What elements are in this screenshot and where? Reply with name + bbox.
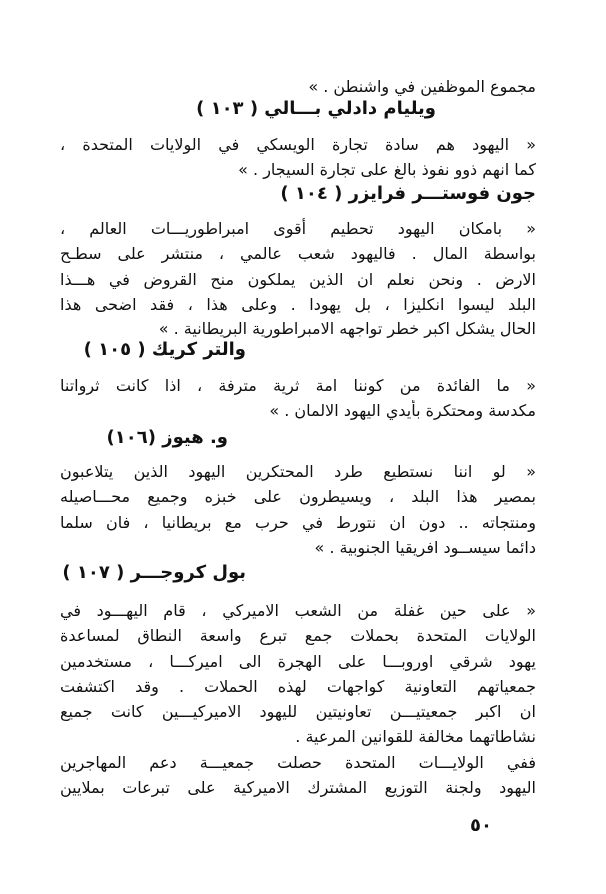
quote-line: يهود شرقي اوروبـــا على الهجرة الى اميركـــا ، مستخدمين [60,652,536,671]
section-heading-104: جون فوستـــر فرايزر ( ١٠٤ ) [280,183,536,204]
section-heading-107: بول كروجـــر ( ١٠٧ ) [62,562,246,583]
continuation-line: مجموع الموظفين في واشنطن . » [308,77,536,96]
quote-line: كما انهم ذوو نفوذ بالغ على تجارة السيجار . » [238,160,536,179]
body-line: اليهود ولجنة التوزيع المشترك الاميركية على تبرعات بملايين [60,778,536,797]
quote-line: « اليهود هم سادة تجارة الويسكي في الولايات المتحدة ، [60,135,536,154]
quote-line: الارض . ونحن نعلم ان الذين يملكون منح القروض في هـــذا [60,270,536,289]
page-number: ٥٠ [470,815,492,836]
section-heading-106: و. هيوز (١٠٦) [106,427,228,448]
quote-line: الولايات المتحدة بحملات جمع تبرع واسعة النطاق لمساعدة [60,626,536,645]
quote-line: الحال يشكل اكبر خطر تواجهه الامبراطورية البريطانية . » [158,319,536,338]
quote-line: مكدسة ومحتكرة بأيدي اليهود الالمان . » [269,401,536,420]
section-heading-105: والتر كريك ( ١٠٥ ) [83,339,246,360]
quote-line: « لو اننا نستطيع طرد المحتكرين اليهود الذين يتلاعبون [60,462,536,481]
quote-line: بمصير هذا البلد ، ويسيطرون على خبزه وجميع محـــاصيله [60,487,536,506]
quote-line: دائما سيســود افريقيا الجنوبية . » [314,538,536,557]
quote-line: ان اكبر جمعيتيـــن تعاونيتين لليهود الاميركيـــين كانت جميع [60,702,536,721]
quote-line: بواسطة المال . فاليهود شعب عالمي ، منتشر على سطـح [60,244,536,263]
quote-line: « ما الفائدة من كوننا امة ثرية مترفة ، اذا كانت ثرواتنا [60,376,536,395]
quote-line: « بامكان اليهود تحطيم أقوى امبراطوريـــات العالم ، [60,219,536,238]
quote-line: نشاطاتهما مخالفة للقوانين المرعية . [295,727,536,746]
quote-line: البلد ليسوا انكليزا ، بل يهودا . وعلى هذا ، فقد اضحى هذا [60,295,536,314]
quote-line: ومنتجاته .. دون ان نتورط في حرب مع بريطانيا ، فان سلما [60,513,536,532]
section-heading-103: ويليام دادلي بـــالي ( ١٠٣ ) [196,98,436,119]
quote-line: جمعياتهم التعاونية كواجهات لهذه الحملات . وقد اكتشفت [60,677,536,696]
quote-line: « على حين غفلة من الشعب الاميركي ، قام اليهـــود في [60,601,536,620]
body-line: ففي الولايـــات المتحدة حصلت جمعيـــة دعم المهاجرين [60,753,536,772]
